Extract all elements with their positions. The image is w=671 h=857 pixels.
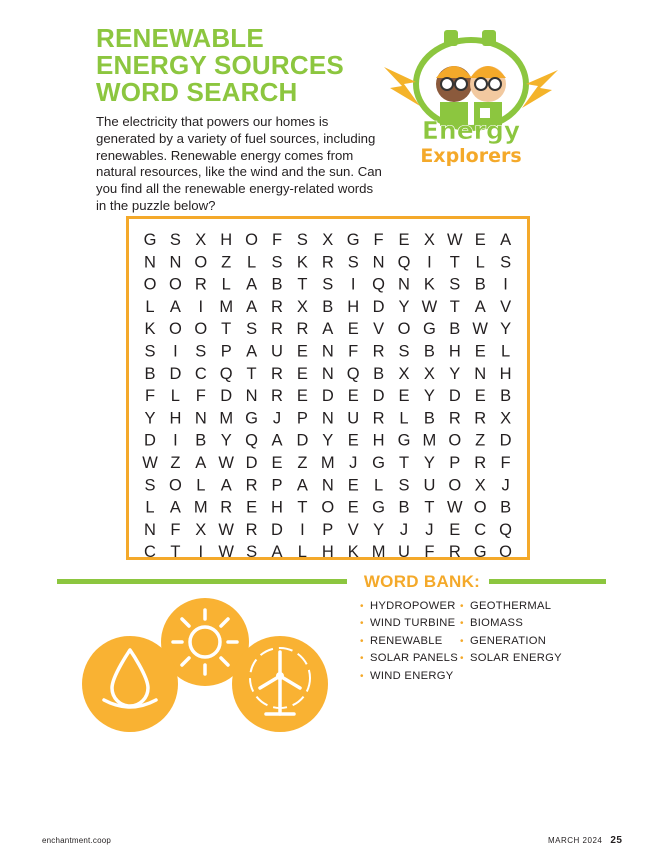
grid-letter: D bbox=[271, 520, 283, 539]
grid-letter: X bbox=[398, 364, 410, 383]
grid-letter: A bbox=[220, 476, 232, 495]
grid-letter: O bbox=[473, 498, 487, 517]
grid-letter: S bbox=[296, 231, 308, 249]
grid-letter: T bbox=[246, 364, 257, 383]
grid-letter: O bbox=[194, 253, 208, 272]
grid-letter: H bbox=[169, 409, 182, 428]
grid-letter: A bbox=[169, 498, 181, 517]
grid-letter: D bbox=[321, 387, 334, 406]
grid-letter: N bbox=[372, 253, 385, 272]
grid-letter: H bbox=[347, 297, 360, 316]
grid-letter: L bbox=[297, 543, 307, 557]
grid-letter: E bbox=[347, 476, 359, 495]
grid-letter: A bbox=[500, 231, 512, 249]
grid-letter: S bbox=[246, 320, 258, 339]
grid-letter: I bbox=[173, 431, 178, 450]
grid-letter: W bbox=[218, 543, 234, 557]
grid-letter: S bbox=[347, 253, 359, 272]
grid-letter: B bbox=[322, 297, 334, 316]
word-bank-item: • WIND TURBINE bbox=[360, 617, 456, 630]
grid-letter: E bbox=[347, 431, 359, 450]
grid-letter: U bbox=[271, 342, 283, 361]
grid-letter: V bbox=[347, 520, 359, 539]
grid-letter: J bbox=[399, 520, 409, 539]
renewable-icons bbox=[80, 596, 330, 736]
grid-letter: R bbox=[321, 253, 334, 272]
grid-letter: X bbox=[474, 476, 486, 495]
grid-letter: B bbox=[271, 275, 283, 294]
grid-letter: E bbox=[449, 520, 461, 539]
grid-letter: N bbox=[321, 409, 334, 428]
grid-letter: L bbox=[501, 342, 511, 361]
grid-letter: J bbox=[501, 476, 510, 495]
grid-letter: I bbox=[503, 275, 508, 294]
grid-letter: Y bbox=[144, 409, 156, 428]
title-line-1: RENEWABLE bbox=[96, 23, 264, 53]
grid-letter: F bbox=[144, 387, 156, 406]
grid-letter: O bbox=[168, 275, 182, 294]
grid-letter: X bbox=[296, 297, 308, 316]
grid-letter: A bbox=[246, 342, 258, 361]
intro-paragraph: The electricity that powers our homes is generated by a variety of fuel sources, including renewables. Renewable energy comes from natural resources, like the wind and the sun. Can you find all the renewable energy-related words in the puzzle below? bbox=[96, 114, 382, 213]
grid-letter: B bbox=[423, 409, 435, 428]
word-bank-item: • SOLAR ENERGY bbox=[460, 652, 562, 665]
grid-letter: E bbox=[296, 364, 308, 383]
word-bank-item: • SOLAR PANELS bbox=[360, 652, 458, 665]
grid-letter: F bbox=[348, 342, 359, 361]
grid-letter: S bbox=[271, 253, 283, 272]
grid-letter: N bbox=[398, 275, 410, 294]
grid-letter: W bbox=[472, 320, 488, 339]
grid-letter: R bbox=[271, 320, 283, 339]
grid-letter: K bbox=[144, 320, 156, 339]
grid-letter: T bbox=[297, 498, 308, 517]
word-bank-item: • WIND ENERGY bbox=[360, 669, 454, 682]
footer-site: enchantment.coop bbox=[42, 836, 112, 845]
grid-letter: E bbox=[474, 387, 486, 406]
grid-letter: A bbox=[322, 320, 334, 339]
grid-letter: A bbox=[271, 431, 283, 450]
grid-letter: G bbox=[397, 431, 411, 450]
grid-letter: O bbox=[168, 476, 182, 495]
grid-letter: D bbox=[169, 364, 182, 383]
grid-letter: R bbox=[372, 409, 385, 428]
word-bank-item: • GENERATION bbox=[460, 634, 547, 647]
grid-letter: S bbox=[169, 231, 181, 249]
grid-letter: Y bbox=[500, 320, 512, 339]
grid-letter: D bbox=[372, 387, 385, 406]
grid-letter: J bbox=[272, 409, 282, 428]
grid-letter: J bbox=[349, 454, 358, 472]
grid-letter: C bbox=[144, 543, 156, 557]
grid-letter: E bbox=[271, 454, 283, 472]
grid-letter: S bbox=[398, 342, 410, 361]
grid-letter: G bbox=[473, 543, 487, 557]
grid-letter: S bbox=[246, 543, 258, 557]
grid-letter: M bbox=[193, 498, 208, 517]
grid-letter: O bbox=[448, 431, 462, 450]
grid-letter: F bbox=[500, 454, 511, 472]
grid-letter: D bbox=[245, 454, 258, 472]
word-bank-divider-right bbox=[489, 579, 606, 584]
grid-letter: E bbox=[398, 231, 410, 249]
grid-letter: O bbox=[448, 476, 462, 495]
grid-letter: O bbox=[194, 320, 208, 339]
grid-letter: E bbox=[347, 320, 359, 339]
footer-page-info bbox=[548, 835, 622, 846]
grid-letter: R bbox=[448, 409, 461, 428]
page-number: 25 bbox=[610, 835, 623, 846]
grid-letter: A bbox=[195, 454, 207, 472]
grid-letter: C bbox=[474, 520, 487, 539]
grid-letter: J bbox=[425, 520, 434, 539]
word-bank-item: • RENEWABLE bbox=[360, 634, 443, 647]
grid-letter: N bbox=[474, 364, 487, 383]
grid-letter: N bbox=[144, 520, 156, 539]
grid-letter: A bbox=[271, 543, 283, 557]
grid-letter: S bbox=[144, 342, 156, 361]
title-line-2: ENERGY SOURCES bbox=[96, 50, 344, 80]
grid-letter: W bbox=[447, 498, 463, 517]
grid-letter: H bbox=[448, 342, 461, 361]
grid-letter: B bbox=[500, 387, 512, 406]
grid-letter: R bbox=[372, 342, 385, 361]
grid-letter: I bbox=[173, 342, 178, 361]
grid-letter: I bbox=[198, 297, 204, 316]
grid-letter: Q bbox=[219, 364, 233, 383]
grid-letter: F bbox=[170, 520, 181, 539]
grid-letter: Z bbox=[475, 431, 486, 450]
grid-letter: I bbox=[300, 520, 305, 539]
grid-letter: H bbox=[372, 431, 385, 450]
wind-turbine-icon bbox=[232, 636, 328, 732]
grid-letter: X bbox=[195, 231, 207, 249]
grid-letter: A bbox=[296, 476, 308, 495]
grid-letter: X bbox=[500, 409, 512, 428]
grid-letter: E bbox=[246, 498, 258, 517]
grid-letter: E bbox=[398, 387, 410, 406]
grid-letter: B bbox=[373, 364, 385, 383]
grid-letter: T bbox=[424, 498, 435, 517]
grid-letter: M bbox=[422, 431, 437, 450]
grid-letter: E bbox=[474, 231, 486, 249]
grid-letter: T bbox=[398, 454, 410, 472]
grid-letter: E bbox=[347, 498, 359, 517]
grid-letter: K bbox=[423, 275, 435, 294]
grid-letter: R bbox=[448, 543, 461, 557]
grid-letter: F bbox=[271, 231, 283, 249]
grid-letter: N bbox=[321, 364, 334, 383]
grid-letter: X bbox=[322, 231, 334, 249]
word-search-grid bbox=[126, 216, 530, 560]
grid-letter: N bbox=[321, 476, 334, 495]
grid-letter: P bbox=[296, 409, 308, 428]
grid-letter: B bbox=[449, 320, 461, 339]
grid-letter: U bbox=[398, 543, 410, 557]
footer-date: MARCH 2024 bbox=[548, 836, 603, 845]
grid-letter: R bbox=[194, 275, 207, 294]
grid-letter: U bbox=[423, 476, 436, 495]
grid-letter: A bbox=[474, 297, 486, 316]
grid-letter: Y bbox=[322, 431, 334, 450]
grid-letter: L bbox=[475, 253, 485, 272]
grid-letter: V bbox=[373, 320, 385, 339]
grid-letter: P bbox=[220, 342, 232, 361]
grid-letter: N bbox=[144, 253, 156, 272]
grid-letter: T bbox=[449, 297, 460, 316]
grid-letter: S bbox=[322, 275, 334, 294]
grid-letter: E bbox=[296, 342, 308, 361]
grid-letter: G bbox=[245, 409, 259, 428]
grid-letter: R bbox=[474, 409, 487, 428]
grid-letter: E bbox=[474, 342, 486, 361]
grid-letter: D bbox=[372, 297, 385, 316]
grid-letter: B bbox=[398, 498, 410, 517]
word-bank-column-1 bbox=[360, 598, 458, 685]
grid-letter: L bbox=[374, 476, 384, 495]
grid-letter: S bbox=[398, 476, 410, 495]
grid-letter: N bbox=[321, 342, 334, 361]
grid-letter: B bbox=[474, 275, 486, 294]
grid-letter: Q bbox=[346, 364, 360, 383]
grid-letter: W bbox=[218, 520, 234, 539]
grid-letter: B bbox=[144, 364, 156, 383]
grid-letter: M bbox=[371, 543, 386, 557]
grid-letter: G bbox=[346, 231, 360, 249]
grid-letter: A bbox=[169, 297, 181, 316]
grid-letter: Y bbox=[449, 364, 461, 383]
grid-letter: D bbox=[448, 387, 461, 406]
grid-letter: W bbox=[421, 297, 438, 316]
grid-letter: K bbox=[347, 543, 359, 557]
grid-letter: O bbox=[321, 498, 335, 517]
grid-letter: L bbox=[170, 387, 180, 406]
grid-letter: L bbox=[399, 409, 409, 428]
page-title bbox=[96, 25, 376, 106]
grid-letter: Y bbox=[220, 431, 232, 450]
grid-letter: W bbox=[218, 454, 234, 472]
grid-letter: D bbox=[220, 387, 233, 406]
grid-letter: P bbox=[271, 476, 283, 495]
logo-text-explorers: Explorers bbox=[420, 145, 522, 167]
grid-letter: P bbox=[449, 454, 461, 472]
grid-letter: T bbox=[297, 275, 308, 294]
grid-letter: Z bbox=[221, 253, 232, 272]
grid-letter: V bbox=[500, 297, 512, 316]
grid-letter: L bbox=[247, 253, 257, 272]
grid-letter: Y bbox=[398, 297, 410, 316]
grid-letter: Z bbox=[170, 454, 181, 472]
grid-letter: L bbox=[196, 476, 206, 495]
grid-letter: F bbox=[424, 543, 435, 557]
word-bank-item: • BIOMASS bbox=[460, 617, 524, 630]
grid-letter: O bbox=[143, 275, 157, 294]
grid-letter: O bbox=[168, 320, 182, 339]
grid-letter: R bbox=[271, 297, 283, 316]
grid-letter: X bbox=[423, 231, 435, 249]
grid-letter: R bbox=[271, 387, 283, 406]
grid-letter: R bbox=[474, 454, 487, 472]
grid-letter: S bbox=[144, 476, 156, 495]
grid-letter: G bbox=[422, 320, 436, 339]
grid-letter: S bbox=[500, 253, 512, 272]
grid-letter: G bbox=[372, 498, 386, 517]
word-bank-heading: WORD BANK: bbox=[363, 572, 481, 591]
grid-letter: P bbox=[322, 520, 334, 539]
grid-letter: L bbox=[221, 275, 231, 294]
grid-letter: K bbox=[296, 253, 308, 272]
grid-letter: H bbox=[271, 498, 283, 517]
grid-letter: Y bbox=[423, 387, 435, 406]
grid-letter: A bbox=[246, 297, 258, 316]
grid-letter: F bbox=[373, 231, 384, 249]
water-drop-icon bbox=[82, 636, 178, 732]
grid-letter: X bbox=[195, 520, 207, 539]
word-bank-divider-left bbox=[57, 579, 347, 584]
grid-letter: M bbox=[219, 409, 234, 428]
grid-letter: R bbox=[296, 320, 309, 339]
grid-letter: Q bbox=[397, 253, 411, 272]
grid-letter: Q bbox=[499, 520, 513, 539]
grid-letter: S bbox=[195, 342, 207, 361]
grid-letter: M bbox=[219, 297, 234, 316]
grid-letter: Y bbox=[423, 454, 435, 472]
logo-text-energy: Energy bbox=[421, 116, 521, 145]
grid-letter: I bbox=[350, 275, 356, 294]
grid-letter: E bbox=[347, 387, 359, 406]
grid-letter: B bbox=[500, 498, 512, 517]
grid-letter: B bbox=[423, 342, 435, 361]
word-bank-item: • HYDROPOWER bbox=[360, 600, 456, 612]
title-line-3: WORD SEARCH bbox=[96, 77, 298, 107]
grid-letter: L bbox=[145, 498, 155, 517]
grid-letter: O bbox=[245, 231, 259, 249]
grid-letter: Z bbox=[297, 454, 308, 472]
grid-letter: O bbox=[499, 543, 513, 557]
grid-letter: X bbox=[423, 364, 435, 383]
grid-letter: Q bbox=[245, 431, 259, 450]
word-search-letters bbox=[129, 219, 527, 557]
grid-letter: D bbox=[296, 431, 309, 450]
grid-letter: S bbox=[449, 275, 461, 294]
grid-letter: I bbox=[427, 253, 432, 272]
grid-letter: H bbox=[499, 364, 512, 383]
grid-letter: W bbox=[142, 454, 158, 472]
word-bank-item: • GEOTHERMAL bbox=[460, 600, 552, 612]
energy-explorers-logo bbox=[376, 22, 566, 172]
grid-letter: B bbox=[195, 431, 207, 450]
grid-letter: H bbox=[220, 231, 233, 249]
grid-letter: U bbox=[347, 409, 360, 428]
grid-letter: T bbox=[170, 543, 181, 557]
grid-letter: R bbox=[271, 364, 283, 383]
grid-letter: N bbox=[194, 409, 207, 428]
grid-letter: G bbox=[143, 231, 157, 249]
grid-letter: O bbox=[397, 320, 411, 339]
grid-letter: T bbox=[449, 253, 460, 272]
grid-letter: Y bbox=[373, 520, 385, 539]
grid-letter: N bbox=[169, 253, 182, 272]
grid-letter: D bbox=[144, 431, 156, 450]
grid-letter: C bbox=[194, 364, 207, 383]
grid-letter: I bbox=[198, 543, 204, 557]
grid-letter: F bbox=[195, 387, 206, 406]
grid-letter: W bbox=[447, 231, 463, 249]
grid-letter: D bbox=[499, 431, 512, 450]
grid-letter: A bbox=[246, 275, 258, 294]
grid-letter: R bbox=[220, 498, 233, 517]
grid-letter: R bbox=[245, 520, 258, 539]
grid-letter: R bbox=[245, 476, 258, 495]
word-bank-column-2 bbox=[460, 598, 562, 668]
grid-letter: G bbox=[372, 454, 386, 472]
grid-letter: N bbox=[245, 387, 258, 406]
grid-letter: M bbox=[320, 454, 335, 472]
grid-letter: T bbox=[221, 320, 232, 339]
grid-letter: E bbox=[296, 387, 308, 406]
grid-letter: L bbox=[145, 297, 155, 316]
grid-letter: Q bbox=[372, 275, 386, 294]
grid-letter: H bbox=[321, 543, 334, 557]
